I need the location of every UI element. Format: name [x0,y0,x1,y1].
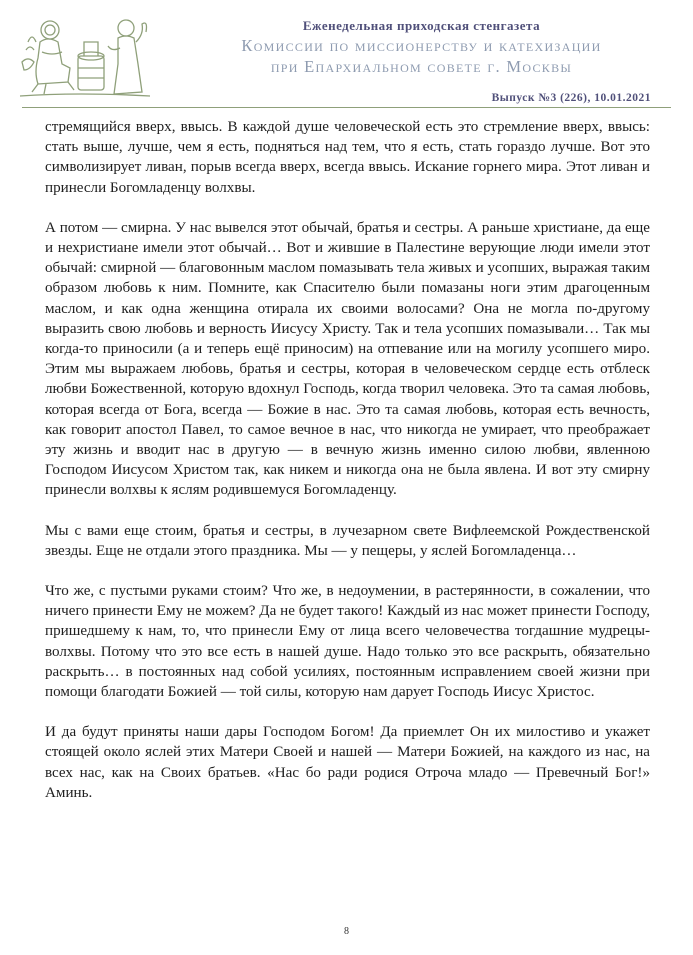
commission-title-line-2: при Епархиальном совете г. Москвы [270,57,573,76]
issue-date: Выпуск №3 (226), 10.01.2021 [491,92,651,104]
paragraph-4: Что же, с пустыми руками стоим? Что же, в недоумении, в растерянности, в сожалении, что ничего принести Ему не можем? Да не будет такого! Каждый из нас может принести Господу, пришедшему к нам, то, что принесли Ему от лица всего человечества тогдашние мудрецы-волхвы. Потому что это все есть в нашей душе. Надо только это все раскрыть, обязательно раскрыть… в постоянных над собой усилиях, постоянным исправлением своей жизни при помощи благодати Божией — той силы, которую нам дарует Господь Иисус Христос. [45,583,650,701]
commission-title-line-1: Комиссии по миссионерству и катехизации [241,36,602,55]
article-body [45,117,650,823]
paragraph-5: И да будут приняты наши дары Господом Богом! Да приемлет Он их милостиво и укажет стоящей около яслей этих Матери Своей и нашей — Матери Божией, на каждого из нас, на всех нас, как на Своих братьев. «Нас бо ради родися Отроча младо — Превечный Бог!» Аминь. [45,724,650,801]
paragraph-1: стремящийся вверх, ввысь. В каждой душе человеческой есть это стремление вверх, ввысь: стать выше, лучше, чем я есть, подняться над тем, что я есть, стать гораздо лучше. Вот это символизирует ливан, порыв всегда вверх, всегда ввысь. Искание горнего мира. Этот ливан и принесли Богомладенцу волхвы. [45,119,650,196]
samaritan-woman-at-well-icon [18,12,152,98]
paragraph-2: А потом — смирна. У нас вывелся этот обычай, братья и сестры. А раньше христиане, да еще и нехристиане имели этот обычай… Вот и жившие в Палестине верующие люди имели этот обычай: смирной — благовонным маслом помазывать тела живых и усопших, выражая таким образом любовь к ним. Помните, как Спасителю были помазаны ноги этим драгоценным маслом, и как одна женщина отирала их своими волосами? Она не могла по-другому выразить свою любовь и верность Иисусу Христу. Так и тела усопших помазывали… Так мы когда-то приносили (а и теперь ещё приносим) на отпевание или на могилу усопшего миро. Этим мы выражаем любовь, братья и сестры, которая в человеческом сердце есть отблеск любви Божественной, которую вдохнул Господь, когда творил человека. Это та самая любовь, которая всегда от Бога, всегда — Божие в нас. Это та самая любовь, которая есть вечность, как говорит апостол Павел, то самое вечное в нас, что никогда не умирает, что преображает эту жизнь и вводит нас в другую — в вечную жизнь именно силою любви, явленною Господом Иисусом Христом так, как никем и никогда она не была явлена. И вот эту смирну принесли волхвы к яслям родившемуся Богомладенцу. [45,219,650,499]
header-divider [22,107,671,108]
page-number: 8 [344,926,349,937]
paragraph-3: Мы с вами еще стоим, братья и сестры, в лучезарном свете Вифлеемской Рождественской звезды. Еще не отдали этого праздника. Мы — у пещеры, у яслей Богомладенца… [45,522,650,559]
newspaper-subtitle: Еженедельная приходская стенгазета [302,18,541,33]
